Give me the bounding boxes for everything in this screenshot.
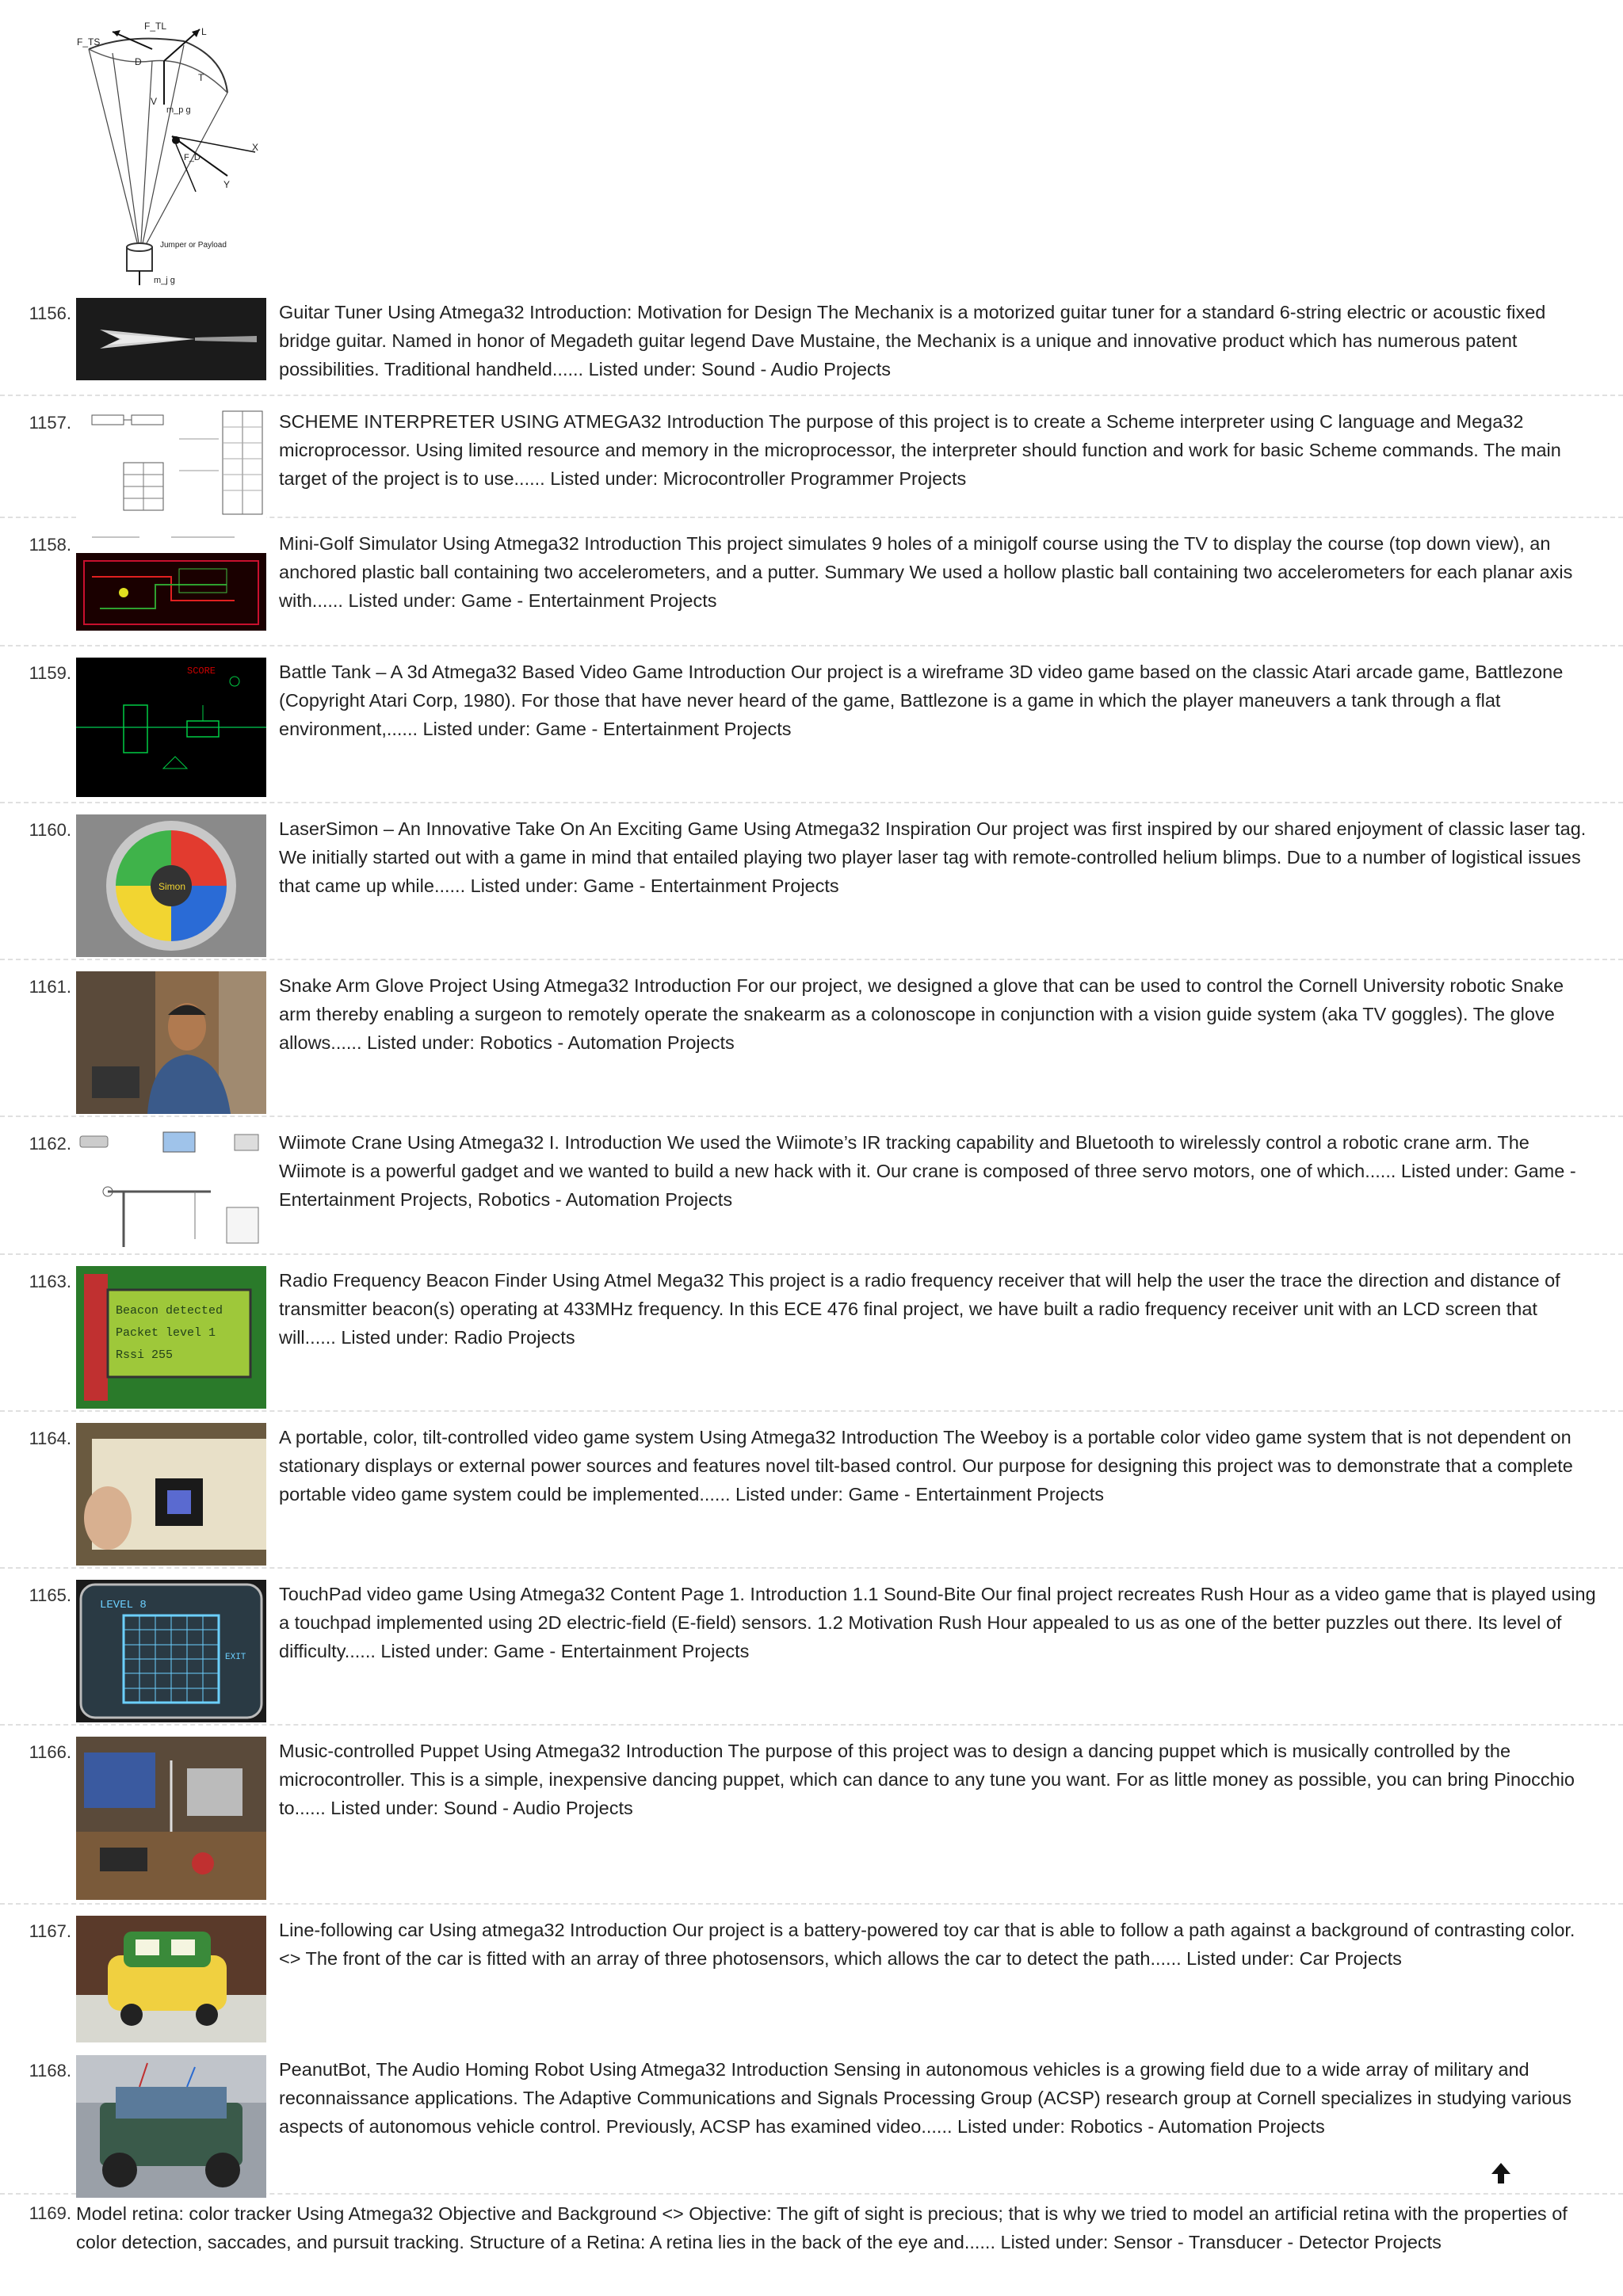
item-number: 1162. bbox=[29, 1134, 71, 1154]
force-label-ftl: F_TL bbox=[144, 21, 167, 32]
item-description bbox=[76, 2199, 1598, 2256]
robot-photo-thumbnail-icon[interactable] bbox=[76, 2055, 266, 2198]
crane-diagram-thumbnail-icon[interactable] bbox=[76, 1128, 266, 1252]
list-item[interactable] bbox=[0, 396, 1623, 518]
item-body: LaserSimon – An Innovative Take On An Exciting Game Using Atmega32 Inspiration Our project was first inspired by our shared enjoyment of classic laser tag. We initially started out with a game in mind that entailed playing two player laser tag with remote-controlled helium blimps. Due to a number of logistical issues that came up while...... Listed under: bbox=[279, 818, 1587, 896]
item-description bbox=[279, 298, 1598, 383]
list-item[interactable] bbox=[0, 518, 1623, 646]
item-category-link[interactable]: Robotics - Automation Projects bbox=[479, 1032, 735, 1053]
item-description bbox=[279, 407, 1598, 493]
item-category-link[interactable]: Game - Entertainment Projects bbox=[460, 590, 717, 611]
item-body: A portable, color, tilt-controlled video game system Using Atmega32 Introduction The Weeboy is a portable color video game system that is not dependent on stationary displays or external power sources and features novel tilt-based control. Our purpose for designing this project was to demonstrate that a complete portable video game system could be implemented...... Listed under: bbox=[279, 1427, 1573, 1505]
list-item[interactable] bbox=[0, 960, 1623, 1117]
list-item[interactable] bbox=[0, 287, 1623, 396]
guitar-thumbnail-icon[interactable] bbox=[76, 298, 266, 380]
force-label-l: L bbox=[201, 26, 207, 37]
item-category-link[interactable]: Game - Entertainment Projects, Robotics - Automation Projects bbox=[279, 1161, 1576, 1210]
item-description bbox=[279, 1737, 1598, 1822]
item-number: 1167. bbox=[29, 1921, 71, 1941]
item-body: PeanutBot, The Audio Homing Robot Using Atmega32 Introduction Sensing in autonomous vehicles is a growing field due to a wide array of military and reconnaissance applications. The Adaptive Communications and Signals Processing Group (ACSP) research group at Cornell specializes in studying various aspects of autonomous vehicle control. Previously, ACSP has examined video...... Listed under: bbox=[279, 2059, 1572, 2137]
parachute-force-diagram bbox=[65, 17, 271, 287]
item-number: 1166. bbox=[29, 1742, 71, 1762]
item-description bbox=[279, 1580, 1598, 1665]
item-category-link[interactable]: Game - Entertainment Projects bbox=[535, 719, 792, 739]
item-number: 1169. bbox=[29, 2203, 71, 2223]
item-number: 1164. bbox=[29, 1428, 71, 1448]
payload-label: Jumper or Payload bbox=[160, 241, 227, 250]
parachute-force-diagram-icon bbox=[65, 17, 271, 287]
item-description bbox=[279, 1128, 1598, 1214]
list-item[interactable] bbox=[0, 646, 1623, 803]
item-description bbox=[279, 1916, 1598, 1973]
screen-exit-label: EXIT bbox=[225, 1653, 246, 1662]
arrow-up-icon bbox=[1490, 2161, 1512, 2185]
handheld-console-thumbnail-icon[interactable] bbox=[76, 1423, 266, 1566]
item-category-link[interactable]: Radio Projects bbox=[453, 1327, 575, 1348]
item-body: Wiimote Crane Using Atmega32 I. Introduction We used the Wiimote’s IR tracking capability and Bluetooth to wirelessly control a robotic crane arm. The Wiimote is a powerful gadget and we wanted to build a new hack with it. Our crane is composed of three servo motors, one of which...... Listed under: bbox=[279, 1132, 1529, 1181]
item-number: 1168. bbox=[29, 2061, 71, 2081]
list-item[interactable] bbox=[0, 1726, 1623, 1905]
item-body: Snake Arm Glove Project Using Atmega32 Introduction For our project, we designed a glove that can be used to control the Cornell University robotic Snake arm thereby enabling a surgeon to remotely operate the snakearm as a colonoscope in conjunction with a vision guide system (aka TV goggles). The glove allows...... Listed under: bbox=[279, 975, 1564, 1053]
lcd-line-3: Rssi 255 bbox=[116, 1348, 174, 1362]
item-description bbox=[279, 2055, 1598, 2141]
toy-car-thumbnail-icon[interactable] bbox=[76, 1916, 266, 2042]
item-body: Radio Frequency Beacon Finder Using Atmel Mega32 This project is a radio frequency receiver that will help the user the trace the direction and distance of transmitter beacon(s) operating at 433MHz frequency. In this ECE 476 final project, we have built a radio frequency receiver unit with an LCD screen that will...... Listed under: bbox=[279, 1270, 1560, 1348]
lcd-screen-thumbnail-icon[interactable] bbox=[76, 1266, 266, 1409]
item-number: 1161. bbox=[29, 977, 71, 997]
item-number: 1158. bbox=[29, 535, 71, 555]
list-item[interactable] bbox=[0, 1905, 1623, 2044]
list-item[interactable] bbox=[0, 1255, 1623, 1412]
item-description bbox=[279, 658, 1598, 743]
item-number: 1163. bbox=[29, 1272, 71, 1291]
list-item[interactable] bbox=[0, 803, 1623, 960]
item-number: 1157. bbox=[29, 413, 71, 433]
item-body: SCHEME INTERPRETER USING ATMEGA32 Introduction The purpose of this project is to create a Scheme interpreter using C language and Mega32 microprocessor. Using limited resource and memory in the microprocessor, the interpreter should function and work for basic Scheme commands. The main target of the project is to use...... Listed under: bbox=[279, 411, 1561, 489]
force-label-t: T bbox=[198, 72, 204, 83]
scheme-diagram-thumbnail-icon[interactable] bbox=[76, 407, 266, 518]
lcd-line-1: Beacon detected bbox=[116, 1304, 223, 1318]
item-category-link[interactable]: Microcontroller Programmer Projects bbox=[663, 468, 967, 489]
item-number: 1165. bbox=[29, 1585, 71, 1605]
item-category-link[interactable]: Sound - Audio Projects bbox=[443, 1798, 633, 1818]
person-photo-thumbnail-icon[interactable] bbox=[76, 971, 266, 1114]
item-number: 1156. bbox=[29, 303, 71, 323]
lab-bench-thumbnail-icon[interactable] bbox=[76, 1737, 266, 1900]
item-category-link[interactable]: Car Projects bbox=[1299, 1948, 1402, 1969]
force-label-mjg: m_j g bbox=[154, 276, 175, 285]
force-label-fts: F_TS bbox=[77, 36, 101, 48]
lcd-line-2: Packet level 1 bbox=[116, 1326, 216, 1340]
item-category-link[interactable]: Game - Entertainment Projects bbox=[493, 1641, 750, 1661]
item-body: TouchPad video game Using Atmega32 Content Page 1. Introduction 1.1 Sound-Bite Our final project recreates Rush Hour as a video game that is played using a touchpad implemented using 2D electric-field (E-field) sensors. 1.2 Motivation Rush Hour appealed to us as one of the better puzzles out there. Its level of difficulty...... Listed under: bbox=[279, 1584, 1596, 1661]
item-body: Mini-Golf Simulator Using Atmega32 Introduction This project simulates 9 holes of a minigolf course using the TV to display the course (top down view), an anchored plastic ball containing two accelerometers, and a putter. Summary We used a hollow plastic ball containing two accelerometers for each planar axis with...... Listed under: bbox=[279, 533, 1573, 611]
item-number: 1160. bbox=[29, 820, 71, 840]
wireframe-game-thumbnail-icon[interactable] bbox=[76, 658, 266, 797]
item-body: Model retina: color tracker Using Atmega32 Objective and Background <> Objective: The gift of sight is precious; that is why we tried to model an artificial retina with the properties of color detection, saccades, and pursuit tracking. Structure of a Retina: A retina lies in the back of the eye and...... Listed under: bbox=[76, 2203, 1568, 2252]
simon-game-thumbnail-icon[interactable] bbox=[76, 814, 266, 957]
list-item[interactable] bbox=[0, 2044, 1623, 2195]
force-label-d: D bbox=[135, 56, 142, 67]
force-label-y: Y bbox=[223, 179, 231, 190]
item-body: Music-controlled Puppet Using Atmega32 Introduction The purpose of this project was to design a dancing puppet which is musically controlled by the microcontroller. This is a simple, inexpensive dancing puppet, which can dance to any tune you want. For as little money as possible, you can bring Pinocchio to...... Listed under: bbox=[279, 1741, 1575, 1818]
item-description bbox=[279, 1423, 1598, 1508]
list-item[interactable] bbox=[0, 1412, 1623, 1569]
pcb-layout-thumbnail-icon[interactable] bbox=[76, 529, 266, 631]
item-description bbox=[279, 529, 1598, 615]
project-list bbox=[0, 287, 1623, 2195]
item-category-link[interactable]: Game - Entertainment Projects bbox=[848, 1484, 1105, 1505]
item-body: Line-following car Using atmega32 Introduction Our project is a battery-powered toy car that is able to follow a path against a background of contrasting color. <> The front of the car is fitted with an array of three photosensors, which allows the car to detect the path...... Listed under: bbox=[279, 1920, 1575, 1969]
list-item[interactable] bbox=[0, 1117, 1623, 1255]
item-category-link[interactable]: Sensor - Transducer - Detector Projects bbox=[1113, 2232, 1442, 2252]
item-body: Battle Tank – A 3d Atmega32 Based Video Game Introduction Our project is a wireframe 3D video game based on the classic Atari arcade game, Battlezone (Copyright Atari Corp, 1980). For those that have never heard of the game, Battlezone is a game in which the player maneuvers a tank through a flat environment,...... Listed under: bbox=[279, 662, 1564, 739]
item-body: Guitar Tuner Using Atmega32 Introduction: Motivation for Design The Mechanix is a motorized guitar tuner for a standard 6-string electric or acoustic fixed bridge guitar. Named in honor of Megadeth guitar legend Dave Mustaine, the Mechanix is a unique and innovative product which has numerous patent possibilities. Traditional handheld...... Listed under: bbox=[279, 302, 1546, 379]
svg-text:Simon: Simon bbox=[158, 881, 186, 892]
item-description bbox=[279, 971, 1598, 1057]
item-description bbox=[279, 814, 1598, 900]
item-description bbox=[279, 1266, 1598, 1352]
item-category-link[interactable]: Sound - Audio Projects bbox=[701, 359, 892, 379]
scroll-to-top-button[interactable] bbox=[1490, 2161, 1512, 2185]
item-category-link[interactable]: Game - Entertainment Projects bbox=[583, 875, 839, 896]
force-label-v: V bbox=[151, 96, 158, 107]
list-item[interactable] bbox=[0, 1569, 1623, 1726]
svg-text:SCORE: SCORE bbox=[187, 666, 216, 677]
force-label-fd: F_D bbox=[184, 153, 200, 162]
screen-level-label: LEVEL 8 bbox=[100, 1599, 147, 1611]
force-label-x: X bbox=[252, 142, 259, 153]
force-label-mpg: m_p g bbox=[166, 105, 191, 115]
item-category-link[interactable]: Robotics - Automation Projects bbox=[1070, 2116, 1325, 2137]
rush-hour-screen-thumbnail-icon[interactable] bbox=[76, 1580, 266, 1722]
item-number: 1159. bbox=[29, 663, 71, 683]
